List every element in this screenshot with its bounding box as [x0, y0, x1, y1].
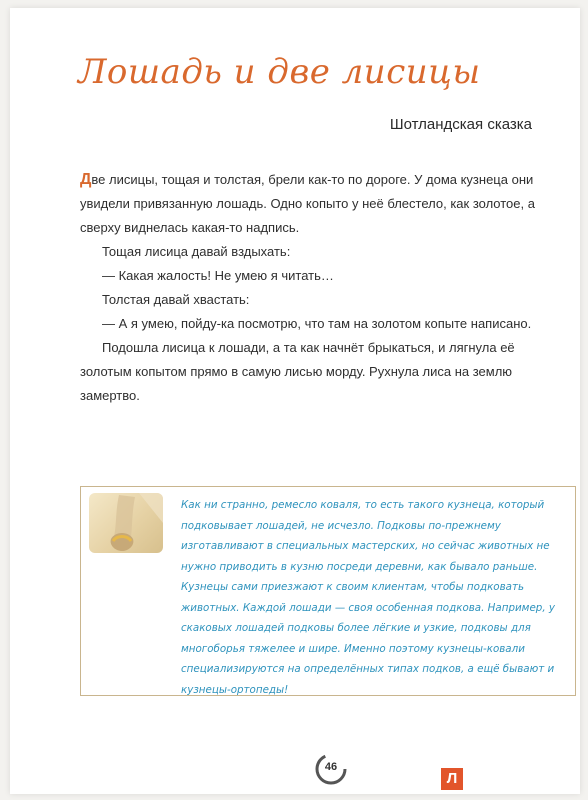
info-box [80, 486, 576, 696]
story-paragraph: — А я умею, пойду-ка посмотрю, что там на золотом копыте написано. [102, 316, 532, 331]
publisher-logo-icon: Л [441, 768, 463, 790]
page-number: 46 [324, 761, 338, 773]
page-subtitle: Шотландская сказка [389, 116, 532, 133]
story-paragraph: Толстая давай хвастать: [102, 292, 250, 307]
info-text: Как ни странно, ремесло коваля, то есть такого кузнеца, который подковывает лошадей, не исчезло. Подковы по-прежнему изготавливают в специальных мастерских, но сейчас животных не нужно приводить в кузню посреди деревни, как бывало раньше. Кузнецы сами приезжают к своим клиентам, чтобы подковать животных. Каждой лошади — своя особенная подкова. Например, у скаковых лошадей подковы более лёгкие и узкие, подковы для многоборья тяжелее и шире. Именно поэтому кузнецы-ковали специализируются на определённых типах подков, а ещё бывают и кузнецы-ортопеды! [181, 499, 555, 696]
page-title: Лошадь и две лисицы [78, 52, 481, 92]
story-text [80, 168, 535, 408]
story-paragraph [80, 168, 535, 240]
story-paragraph: — Какая жалость! Не умею я читать… [102, 268, 334, 283]
drop-cap: Д [80, 171, 92, 188]
hoof-illustration [89, 493, 163, 553]
horseshoe-hoof-icon [89, 493, 163, 553]
story-paragraph: Подошла лисица к лошади, а та как начнёт брыкаться, и лягнула её золотым копытом прямо в самую лисью морду. Рухнула лиса на землю замертво. [80, 340, 515, 403]
page-number-badge [314, 752, 348, 786]
book-page [10, 8, 580, 794]
story-paragraph-text: ве лисицы, тощая и толстая, брели как-то по дороге. У дома кузнеца они увидели привязанную лошадь. Одно копыто у неё блестело, как золотое, а сверху виднелась какая-то надпись. [80, 172, 535, 235]
story-paragraph: Тощая лисица давай вздыхать: [102, 244, 291, 259]
